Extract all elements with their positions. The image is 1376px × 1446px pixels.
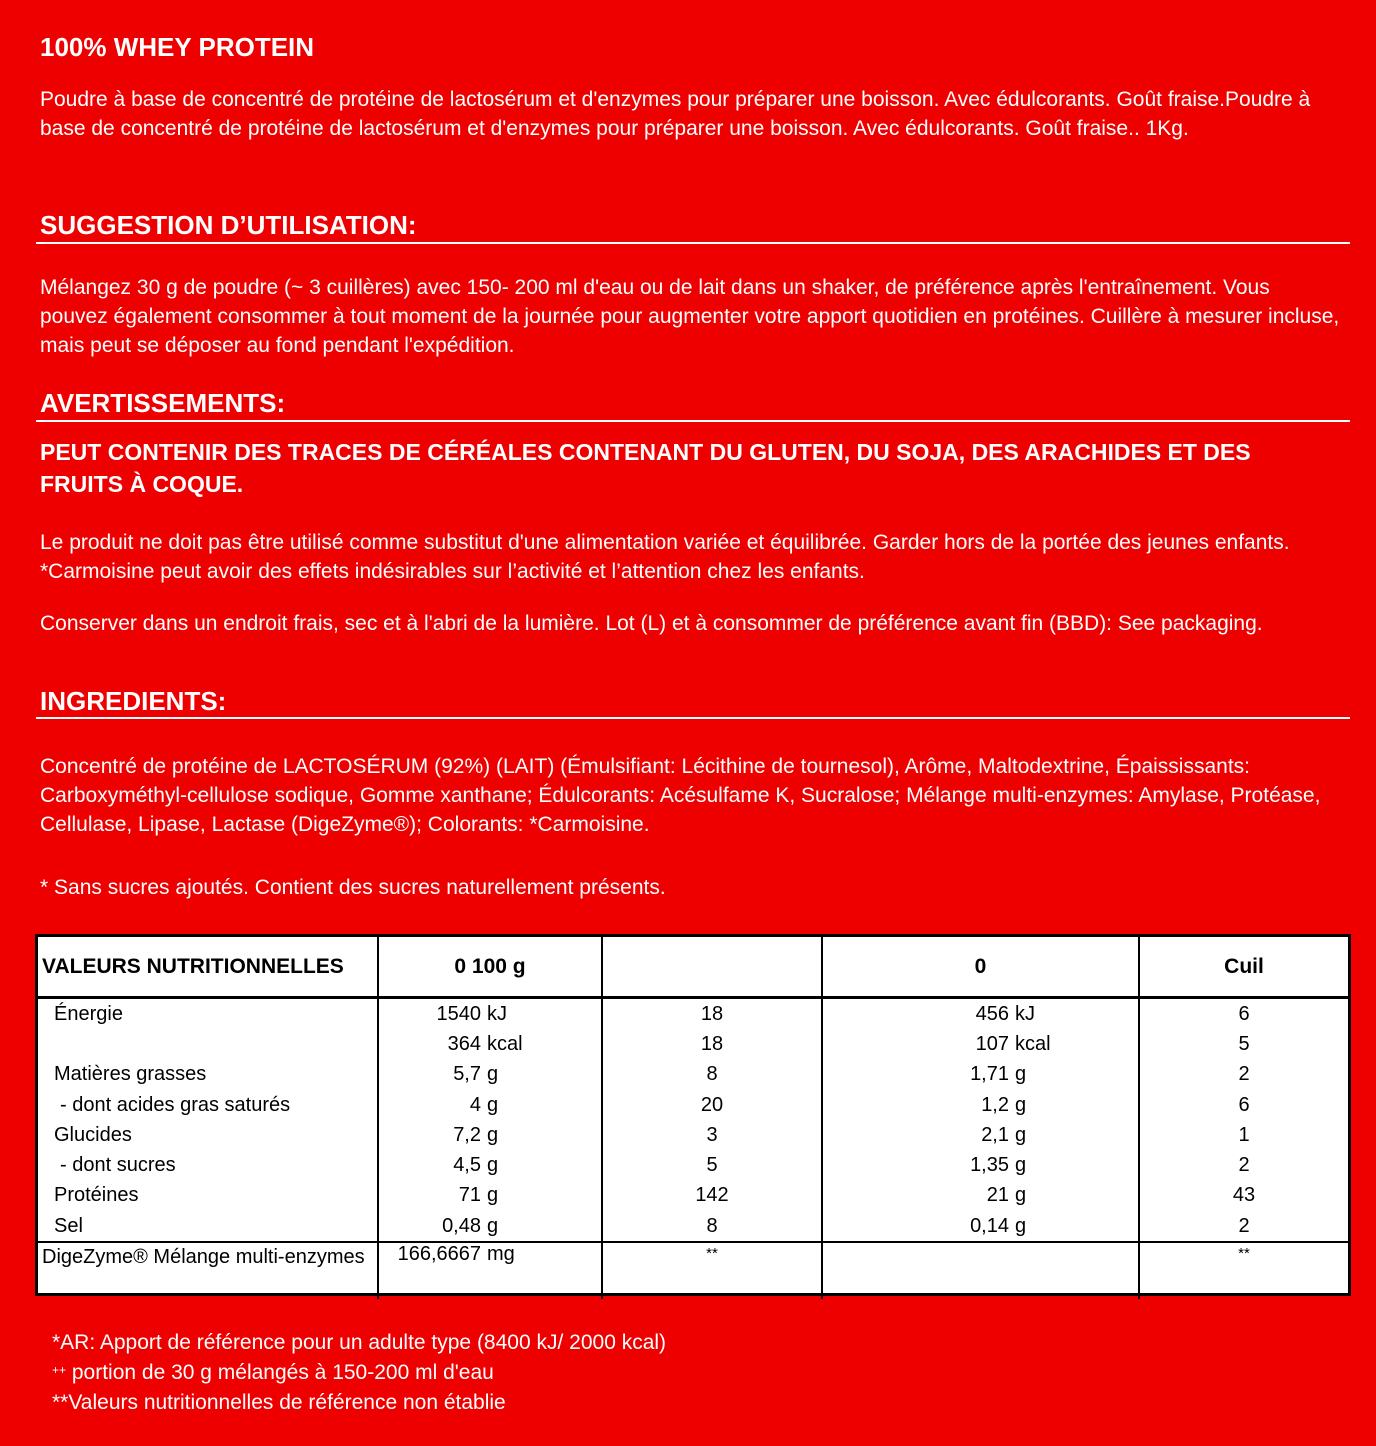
amount-unit: g (1015, 1063, 1027, 1086)
footnote-nv: **Valeurs nutritionnelles de référence non établie (52, 1391, 506, 1414)
amount-value: 2,1 (981, 1123, 1009, 1146)
amount-cell (378, 1120, 602, 1150)
amount-unit: g (1015, 1154, 1027, 1177)
nutrient-name: - dont sucres (38, 1150, 378, 1180)
amount-unit: g (1015, 1093, 1027, 1116)
header-label: VALEURS NUTRITIONNELLES (38, 937, 378, 998)
amount-value: 1540 (436, 1002, 481, 1025)
nutrition-row (38, 1029, 1348, 1059)
nutrient-name: Sel (38, 1211, 378, 1242)
nutrient-name: DigeZyme® Mélange multi-enzymes (38, 1242, 378, 1299)
amount-value: 0,14 (970, 1214, 1009, 1237)
amount-cell (378, 1181, 602, 1211)
footnote-portion-text: portion de 30 g mélangés à 150-200 ml d'eau (66, 1361, 494, 1384)
allergen-warning: PEUT CONTENIR DES TRACES DE CÉRÉALES CONTENANT DU GLUTEN, DU SOJA, DES ARACHIDES ET DES FRUITS À COQUE. (40, 439, 1251, 497)
amount-unit: g (487, 1123, 499, 1146)
nutrition-row (38, 998, 1348, 1030)
amount-cell (822, 1181, 1139, 1211)
amount-value: 1,35 (970, 1154, 1009, 1177)
sugar-note: * Sans sucres ajoutés. Contient des sucres naturellement présents. (40, 876, 666, 899)
nutrition-row (38, 1181, 1348, 1211)
amount-unit: mg (487, 1243, 515, 1266)
nutrient-name (38, 1029, 378, 1059)
amount-unit: g (1015, 1214, 1027, 1237)
ar-value: 8 (602, 1060, 822, 1090)
amount-cell (822, 1090, 1139, 1120)
amount-value: 4 (469, 1093, 481, 1116)
amount-unit: kJ (487, 1002, 507, 1025)
amount-cell (378, 1242, 602, 1299)
warning-text: Le produit ne doit pas être utilisé comme substitut d'une alimentation variée et équilibrée. Garder hors de la portée des jeunes enfants. *Carmoisine peut avoir des effets indésirables sur l’activité et l’attention chez les enfants. (40, 531, 1290, 583)
divider (36, 717, 1350, 719)
amount-cell (822, 1060, 1139, 1090)
storage-text: Conserver dans un endroit frais, sec et à l'abri de la lumière. Lot (L) et à consommer de préférence avant fin (BBD): See packaging. (40, 612, 1263, 635)
nutrient-name: Glucides (38, 1120, 378, 1150)
amount-cell (822, 1211, 1139, 1242)
nutrition-header-row (38, 937, 1348, 998)
footnote-ar: *AR: Apport de référence pour un adulte type (8400 kJ/ 2000 kcal) (52, 1331, 667, 1354)
ar-value: 18 (602, 1029, 822, 1059)
page-title: 100% WHEY PROTEIN (40, 32, 315, 62)
nutrition-table (35, 934, 1351, 1296)
amount-cell (378, 1060, 602, 1090)
ar-value: 1 (1238, 1123, 1250, 1146)
nutrient-name: Matières grasses (38, 1060, 378, 1090)
ar-value: 5 (1238, 1032, 1250, 1055)
amount-unit: kcal (487, 1032, 523, 1055)
amount-unit: g (487, 1154, 499, 1177)
product-description: Poudre à base de concentré de protéine de lactosérum et d'enzymes pour préparer une boisson. Avec édulcorants. Goût fraise.Poudre à base de concentré de protéine de lactosérum et d'enzymes pour préparer une boisson. Avec édulcorants. Goût fraise.. 1Kg. (40, 88, 1311, 140)
amount-cell (822, 998, 1139, 1030)
amount-value: 107 (975, 1032, 1009, 1055)
warnings-heading: AVERTISSEMENTS: (40, 388, 286, 418)
amount-cell (822, 1029, 1139, 1059)
ar-value: 20 (602, 1090, 822, 1120)
amount-unit: g (487, 1093, 499, 1116)
amount-value: 456 (975, 1002, 1009, 1025)
amount-cell (822, 1120, 1139, 1150)
ar-value: 3 (602, 1120, 822, 1150)
amount-value: 0,48 (442, 1214, 481, 1237)
ar-value: 6 (1238, 1093, 1250, 1116)
amount-unit: g (1015, 1184, 1027, 1207)
amount-unit: kJ (1015, 1002, 1035, 1025)
amount-cell (378, 1029, 602, 1059)
amount-value: 166,6667 (397, 1243, 481, 1266)
ar-value: 18 (602, 998, 822, 1030)
amount-unit: g (487, 1214, 499, 1237)
amount-value: 5,7 (453, 1063, 481, 1086)
ingredients-heading: INGREDIENTS: (40, 686, 227, 716)
ar-value: 2 (1238, 1154, 1250, 1177)
header-ar (602, 937, 822, 998)
amount-cell (822, 1150, 1139, 1180)
nutrition-row (38, 1242, 1348, 1299)
ar-value: ** (602, 1242, 822, 1299)
ar-value: 8 (602, 1211, 822, 1242)
nutrition-row (38, 1120, 1348, 1150)
ingredients-text: Concentré de protéine de LACTOSÉRUM (92%) (LAIT) (Émulsifiant: Lécithine de tournesol), Arôme, Maltodextrine, Épaississants: Carboxyméthyl-cellulose sodique, Gomme xanthane; Édulcorants: Acésulfame K, Sucralose; Mélange multi-enzymes: Amylase, Protéase, Cellulase, Lipase, Lactase (DigeZyme®); Colorants: *Carmoisine. (40, 755, 1321, 836)
ar-value: 142 (602, 1181, 822, 1211)
amount-value: 1,71 (970, 1063, 1009, 1086)
amount-value: 7,2 (453, 1123, 481, 1146)
nutrition-row (38, 1060, 1348, 1090)
amount-value: 4,5 (453, 1154, 481, 1177)
amount-unit: g (1015, 1123, 1027, 1146)
amount-cell (378, 1090, 602, 1120)
usage-heading: SUGGESTION D’UTILISATION: (40, 210, 417, 240)
divider (36, 420, 1350, 422)
ar-value: 6 (1238, 1002, 1250, 1025)
divider (36, 242, 1350, 244)
nutrient-name: - dont acides gras saturés (38, 1090, 378, 1120)
amount-value: 364 (447, 1032, 481, 1055)
ar-value: 43 (1232, 1184, 1256, 1207)
amount-value: 21 (986, 1184, 1009, 1207)
ar-value: 2 (1238, 1063, 1250, 1086)
nutrient-name: Protéines (38, 1181, 378, 1211)
header-per-100g: 0 100 g (378, 937, 602, 998)
portion-mark: ++ (52, 1363, 67, 1377)
amount-cell (378, 1150, 602, 1180)
nutrition-row (38, 1211, 1348, 1242)
header-per-portion: 0 (822, 937, 1139, 998)
amount-cell (378, 1211, 602, 1242)
amount-unit: g (487, 1184, 499, 1207)
amount-value: 71 (458, 1184, 481, 1207)
header-scoop: Cuil (1139, 937, 1348, 998)
ar-value: 2 (1238, 1214, 1250, 1237)
nutrition-row (38, 1090, 1348, 1120)
usage-text: Mélangez 30 g de poudre (~ 3 cuillères) avec 150- 200 ml d'eau ou de lait dans un shaker, de préférence après l'entraînement. Vous pouvez également consommer à tout moment de la journée pour augmenter votre apport quotidien en protéines. Cuillère à mesurer incluse, mais peut se déposer au fond pendant l'expédition. (40, 276, 1340, 357)
nutrition-row (38, 1150, 1348, 1180)
amount-unit: kcal (1015, 1032, 1051, 1055)
amount-cell (378, 998, 602, 1030)
ar-value: 5 (602, 1150, 822, 1180)
footnote-portion (52, 1358, 494, 1388)
amount-unit: g (487, 1063, 499, 1086)
nutrient-name: Énergie (38, 998, 378, 1030)
ar-value: ** (1139, 1242, 1348, 1299)
amount-cell (822, 1242, 1139, 1299)
amount-value: 1,2 (981, 1093, 1009, 1116)
